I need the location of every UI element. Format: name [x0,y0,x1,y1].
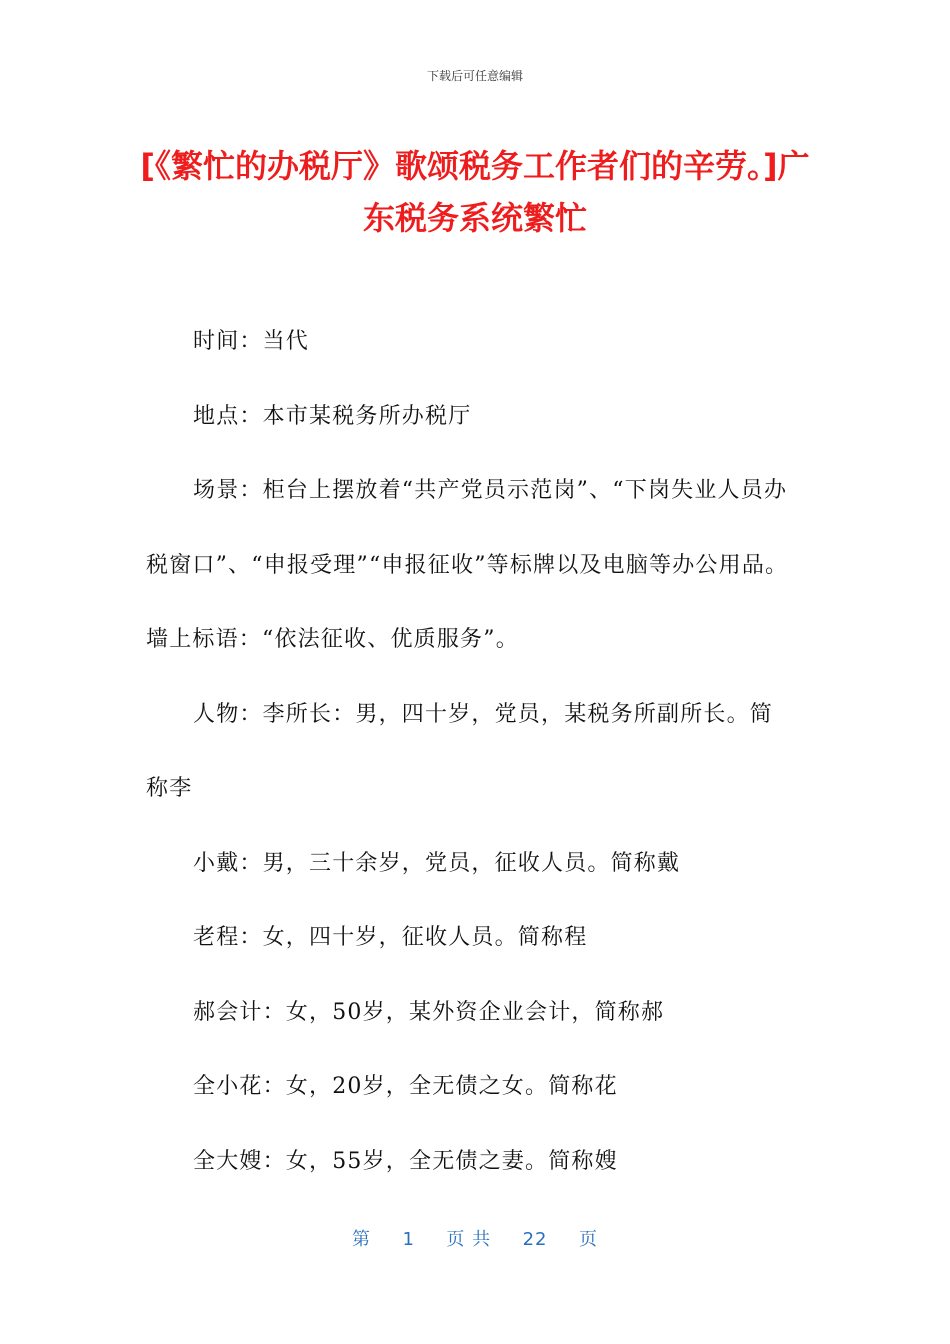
footer-page-middle: 页 共 [446,1229,492,1250]
footer-page-prefix: 第 [352,1229,372,1250]
paragraph-character-cheng: 老程：女，四十岁，征收人员。简称程 [193,925,588,950]
header-note: 下载后可任意编辑 [426,69,523,83]
paragraph-character-hao: 郝会计：女，50岁，某外资企业会计，简称郝 [193,999,665,1025]
paragraph-place: 地点：本市某税务所办税厅 [193,403,472,429]
paragraph-time: 时间：当代 [193,329,310,354]
paragraph-character-li: 人物：李所长：男，四十岁，党员，某税务所副所长。简称李 [146,701,774,801]
footer-page-total: 22 [522,1229,548,1250]
footer-page-suffix: 页 [578,1229,598,1250]
document-title: [《繁忙的办税厅》歌颂税务工作者们的辛劳。]广东税务系统繁忙 [140,147,810,237]
document-body [146,305,796,1199]
page-footer [0,1225,950,1251]
footer-page-number: 1 [402,1229,415,1250]
paragraph-scene: 场景：柜台上摆放着“共产党员示范岗”、“下岗失业人员办税窗口”、“申报受理”“申报征收”等标牌以及电脑等办公用品。墙上标语：“依法征收、优质服务”。 [146,478,789,652]
paragraph-character-sao: 全大嫂：女，55岁，全无债之妻。简称嫂 [193,1148,618,1174]
paragraph-character-hua: 全小花：女，20岁，全无债之女。简称花 [193,1074,618,1099]
paragraph-character-dai: 小戴：男，三十余岁，党员，征收人员。简称戴 [193,850,681,876]
